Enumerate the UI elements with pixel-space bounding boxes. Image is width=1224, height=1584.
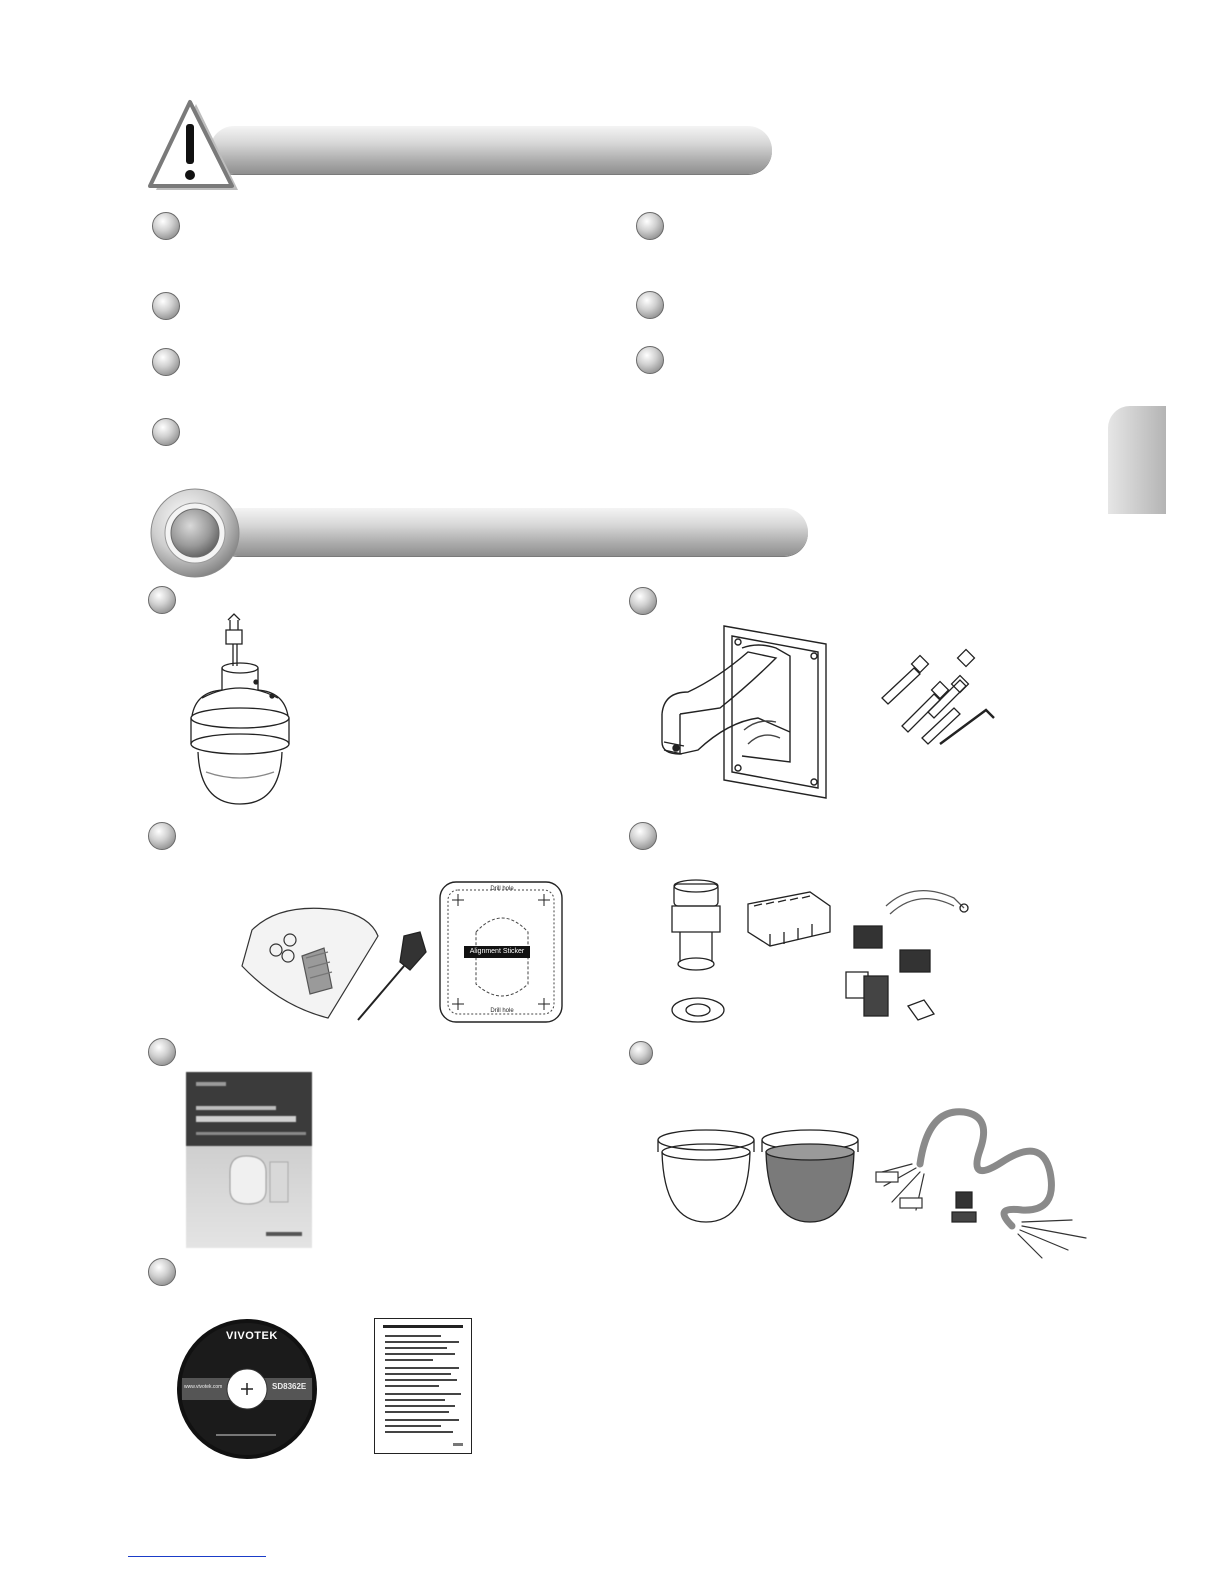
warning-bullet-1 — [152, 212, 180, 240]
dome-camera-illustration — [180, 612, 300, 808]
drill-hole-top-label: Drill hole — [490, 886, 514, 892]
package-bullet-4 — [629, 822, 657, 850]
footer-link-underline[interactable] — [128, 1556, 266, 1557]
package-bullet-1 — [148, 586, 176, 614]
package-bullet-2 — [629, 587, 657, 615]
warning-bullet-5 — [636, 212, 664, 240]
quick-installation-guide-illustration — [186, 1072, 312, 1248]
warning-bullet-7 — [636, 346, 664, 374]
warning-section-header-bar — [210, 126, 772, 174]
multi-connector-cable-illustration — [872, 1102, 1100, 1262]
chapter-side-tab — [1108, 406, 1166, 514]
cd-brand-label: VIVOTEK — [226, 1330, 278, 1342]
warning-triangle-icon — [148, 98, 238, 194]
wall-mount-bracket-illustration — [658, 622, 832, 800]
dome-covers-illustration — [654, 1118, 864, 1228]
software-cd-illustration — [176, 1318, 318, 1460]
warning-bullet-3 — [152, 348, 180, 376]
drill-hole-bottom-label: Drill hole — [490, 1008, 514, 1014]
package-bullet-5 — [148, 1038, 176, 1066]
package-section-header-bar — [214, 508, 808, 556]
package-bullet-7 — [148, 1258, 176, 1286]
cable-gland-kit-illustration — [664, 876, 974, 1032]
package-bullet-6 — [629, 1041, 653, 1065]
screwdriver-illustration — [354, 928, 434, 1022]
screw-anchors-illustration — [874, 648, 1004, 748]
warning-bullet-2 — [152, 292, 180, 320]
alignment-sticker-label: Alignment Sticker — [469, 948, 525, 955]
warranty-card-illustration — [374, 1318, 472, 1454]
package-bullet-3 — [148, 822, 176, 850]
cd-model-label: SD8362E — [272, 1382, 307, 1391]
alignment-sticker-illustration — [438, 880, 566, 1024]
cd-url-label: www.vivotek.com — [184, 1384, 223, 1390]
warning-bullet-6 — [636, 291, 664, 319]
warning-bullet-4 — [152, 418, 180, 446]
package-disc-icon — [150, 486, 244, 580]
